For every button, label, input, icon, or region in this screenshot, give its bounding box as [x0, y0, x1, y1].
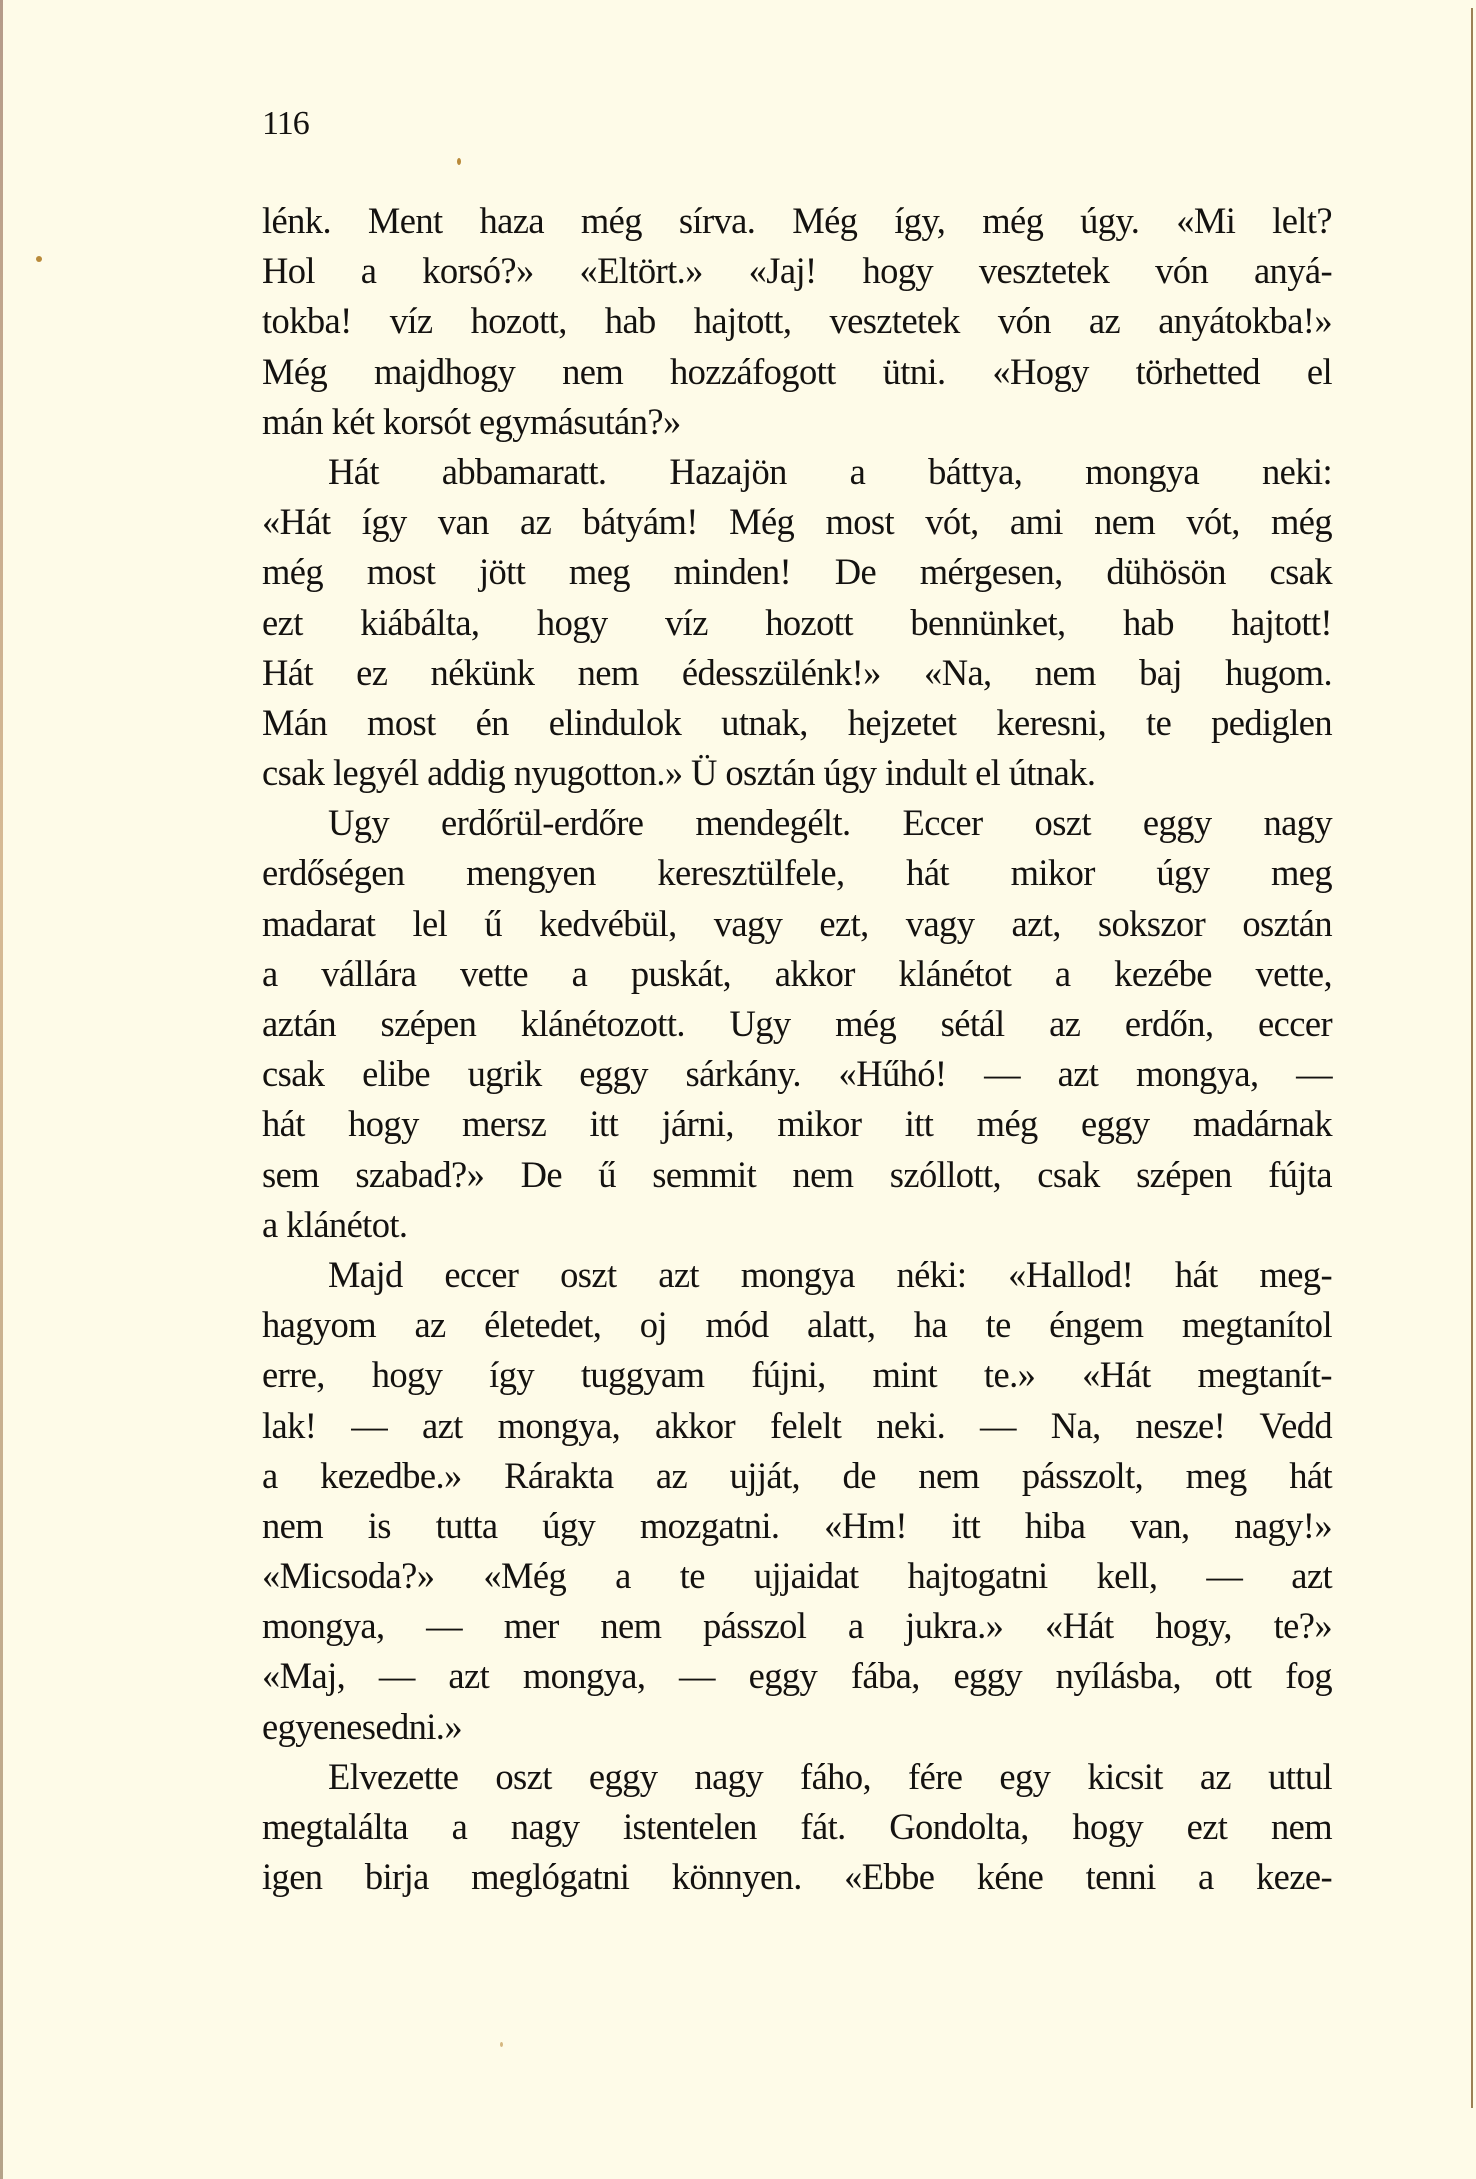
text-line: madarat lel ű kedvébül, vagy ezt, vagy azt, sokszor osztán — [262, 902, 1332, 944]
text-line: ezt kiábálta, hogy víz hozott bennünket, hab hajtott! — [262, 601, 1332, 643]
text-line: lak! — azt mongya, akkor felelt neki. — Na, nesze! Vedd — [262, 1404, 1332, 1446]
text-line: Majd eccer oszt azt mongya néki: «Hallod! hát meg- — [328, 1253, 1332, 1295]
text-line: «Micsoda?» «Még a te ujjaidat hajtogatni kell, — azt — [262, 1555, 1332, 1597]
text-line: mán két korsót egymásután?» — [262, 400, 681, 442]
text-line: a klánétot. — [262, 1203, 408, 1245]
text-line: még most jött meg minden! De mérgesen, dühösön csak — [262, 551, 1332, 593]
page-right-edge — [1471, 8, 1473, 2108]
text-line: «Hát így van az bátyám! Még most vót, ami nem vót, még — [262, 501, 1332, 543]
text-line: Még majdhogy nem hozzáfogott ütni. «Hogy törhetted el — [262, 350, 1332, 392]
page-number: 116 — [262, 105, 309, 142]
text-line: a kezedbe.» Rárakta az ujját, de nem pásszolt, meg hát — [262, 1454, 1332, 1496]
text-line: mongya, — mer nem pásszol a jukra.» «Hát hogy, te?» — [262, 1605, 1332, 1647]
text-line: a vállára vette a puskát, akkor klánétot a kezébe vette, — [262, 952, 1332, 994]
text-line: Mán most én elindulok utnak, hejzetet keresni, te pediglen — [262, 701, 1332, 743]
text-line: Hát ez nékünk nem édesszülénk!» «Na, nem baj hugom. — [262, 651, 1332, 693]
text-line: aztán szépen klánétozott. Ugy még sétál az erdőn, eccer — [262, 1003, 1332, 1044]
text-line: nem is tutta úgy mozgatni. «Hm! itt hiba van, nagy!» — [262, 1504, 1332, 1546]
text-line: tokba! víz hozott, hab hajtott, vesztetek vón az anyátokba!» — [262, 300, 1332, 342]
text-line: igen birja meglógatni könnyen. «Ebbe kéne tenni a keze- — [262, 1856, 1332, 1898]
page-left-edge — [0, 0, 3, 2179]
text-line: lénk. Ment haza még sírva. Még így, még úgy. «Mi lelt? — [262, 200, 1332, 241]
text-line: hát hogy mersz itt járni, mikor itt még eggy madárnak — [262, 1103, 1332, 1145]
text-line: csak legyél addig nyugotton.» Ü osztán úgy indult el útnak. — [262, 752, 1096, 794]
text-line: Hát abbamaratt. Hazajön a báttya, mongya neki: — [328, 450, 1332, 492]
text-line: megtalálta a nagy istentelen fát. Gondolta, hogy ezt nem — [262, 1806, 1332, 1847]
paper-speck — [500, 2042, 503, 2047]
text-line: erdőségen mengyen keresztülfele, hát mikor úgy meg — [262, 852, 1332, 894]
text-line: Elvezette oszt eggy nagy fáho, fére egy kicsit az uttul — [328, 1755, 1332, 1797]
text-line: csak elibe ugrik eggy sárkány. «Hűhó! — azt mongya, — — [262, 1053, 1332, 1095]
paper-speck — [457, 158, 461, 165]
paper-speck — [36, 256, 42, 262]
text-line: hagyom az életedet, oj mód alatt, ha te éngem megtanítol — [262, 1304, 1332, 1346]
body-text — [262, 196, 1332, 1902]
text-line: Ugy erdőrül-erdőre mendegélt. Eccer oszt eggy nagy — [328, 802, 1332, 844]
text-line: sem szabad?» De ű semmit nem szóllott, csak szépen fújta — [262, 1153, 1332, 1195]
text-line: «Maj, — azt mongya, — eggy fába, eggy nyílásba, ott fog — [262, 1655, 1332, 1697]
text-line: Hol a korsó?» «Eltört.» «Jaj! hogy vesztetek vón anyá- — [262, 250, 1332, 292]
text-line: erre, hogy így tuggyam fújni, mint te.» «Hát megtanít- — [262, 1354, 1332, 1396]
text-line: egyenesedni.» — [262, 1705, 462, 1747]
